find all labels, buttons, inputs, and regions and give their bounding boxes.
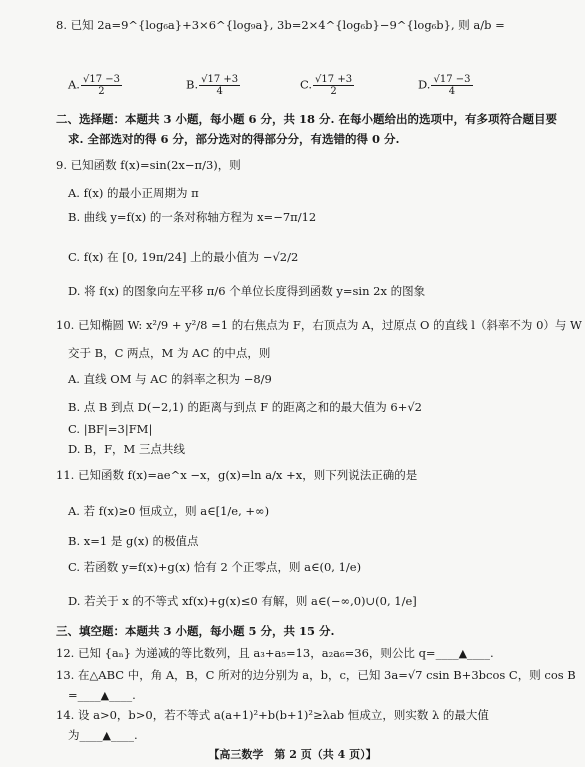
q13-line2: =____▲____. bbox=[68, 688, 136, 702]
q8-option-c: C. $\frac{√17 +3}{2}$ bbox=[300, 74, 353, 97]
q14-line2: 为____▲____. bbox=[68, 728, 138, 742]
q8-stem: 8. 已知 2a=9^{log₆a}+3×6^{log₉a}, 3b=2×4^{log₆b}−9^{log₆b}, 则 a/b = bbox=[56, 18, 505, 32]
q9-stem: 9. 已知函数 f(x)=sin(2x−π/3)，则 bbox=[56, 158, 241, 172]
section2-heading-line2: 求. 全部选对的得 6 分，部分选对的得部分分，有选错的得 0 分. bbox=[68, 132, 400, 146]
q8-option-a: A. $\frac{√17 -3}{2}$ bbox=[68, 74, 120, 97]
q11-option-a: A. 若 f(x)≥0 恒成立，则 a∈[1/e, +∞) bbox=[68, 504, 270, 518]
q13-answer-blank[interactable]: ____▲____ bbox=[77, 688, 133, 702]
q10-option-b: B. 点 B 到点 D(−2,1) 的距离与到点 F 的距离之和的最大值为 6+√2 bbox=[68, 400, 422, 414]
q8-option-d: D. $\frac{√17 -3}{4}$ bbox=[418, 74, 471, 97]
q11-stem: 11. 已知函数 f(x)=ae^x −x，g(x)=ln a/x +x，则下列说法正确的是 bbox=[56, 468, 418, 482]
q12-answer-blank[interactable]: ____▲____ bbox=[435, 646, 491, 660]
q9-option-a: A. f(x) 的最小正周期为 π bbox=[68, 186, 199, 200]
q11-option-c: C. 若函数 y=f(x)+g(x) 恰有 2 个正零点，则 a∈(0, 1/e) bbox=[68, 560, 362, 574]
q14-answer-blank[interactable]: ____▲____ bbox=[79, 728, 134, 742]
section2-heading-line1: 二、选择题：本题共 3 小题，每小题 6 分，共 18 分. 在每小题给出的选项中，有多项符合题目要 bbox=[56, 112, 558, 126]
q10-stem-line1: 10. 已知椭圆 W: x²/9 + y²/8 =1 的右焦点为 F，右顶点为 A，过原点 O 的直线 l（斜率不为 0）与 W bbox=[56, 318, 582, 332]
section3-heading: 三、填空题：本题共 3 小题，每小题 5 分，共 15 分. bbox=[56, 624, 335, 638]
q10-option-c: C. |BF|=3|FM| bbox=[68, 422, 153, 436]
q10-option-d: D. B，F，M 三点共线 bbox=[68, 442, 185, 456]
page-footer: 【高三数学 第 2 页（共 4 页）】 bbox=[208, 748, 377, 761]
q10-stem-line2: 交于 B，C 两点，M 为 AC 的中点，则 bbox=[68, 346, 271, 360]
q14-line1: 14. 设 a>0，b>0，若不等式 a(a+1)²+b(b+1)²≥λab 恒成立，则实数 λ 的最大值 bbox=[56, 708, 489, 722]
q9-option-c: C. f(x) 在 [0, 19π/24] 上的最小值为 −√2/2 bbox=[68, 250, 299, 264]
q11-option-d: D. 若关于 x 的不等式 xf(x)+g(x)≤0 有解，则 a∈(−∞,0)∪(0, 1/e] bbox=[68, 594, 417, 608]
q13-line1: 13. 在△ABC 中，角 A，B，C 所对的边分别为 a，b，c，已知 3a=√7 csin B+3bcos C，则 cos B bbox=[56, 668, 576, 682]
q10-option-a: A. 直线 OM 与 AC 的斜率之积为 −8/9 bbox=[68, 372, 272, 386]
q9-option-b: B. 曲线 y=f(x) 的一条对称轴方程为 x=−7π/12 bbox=[68, 210, 317, 224]
q8-option-b: B. $\frac{√17 +3}{4}$ bbox=[186, 74, 239, 97]
q12: 12. 已知 {aₙ} 为递减的等比数列，且 a₃+a₅=13，a₂a₆=36，则公比 q=____▲____. bbox=[56, 646, 494, 660]
q11-option-b: B. x=1 是 g(x) 的极值点 bbox=[68, 534, 199, 548]
q9-option-d: D. 将 f(x) 的图象向左平移 π/6 个单位长度得到函数 y=sin 2x 的图象 bbox=[68, 284, 426, 298]
